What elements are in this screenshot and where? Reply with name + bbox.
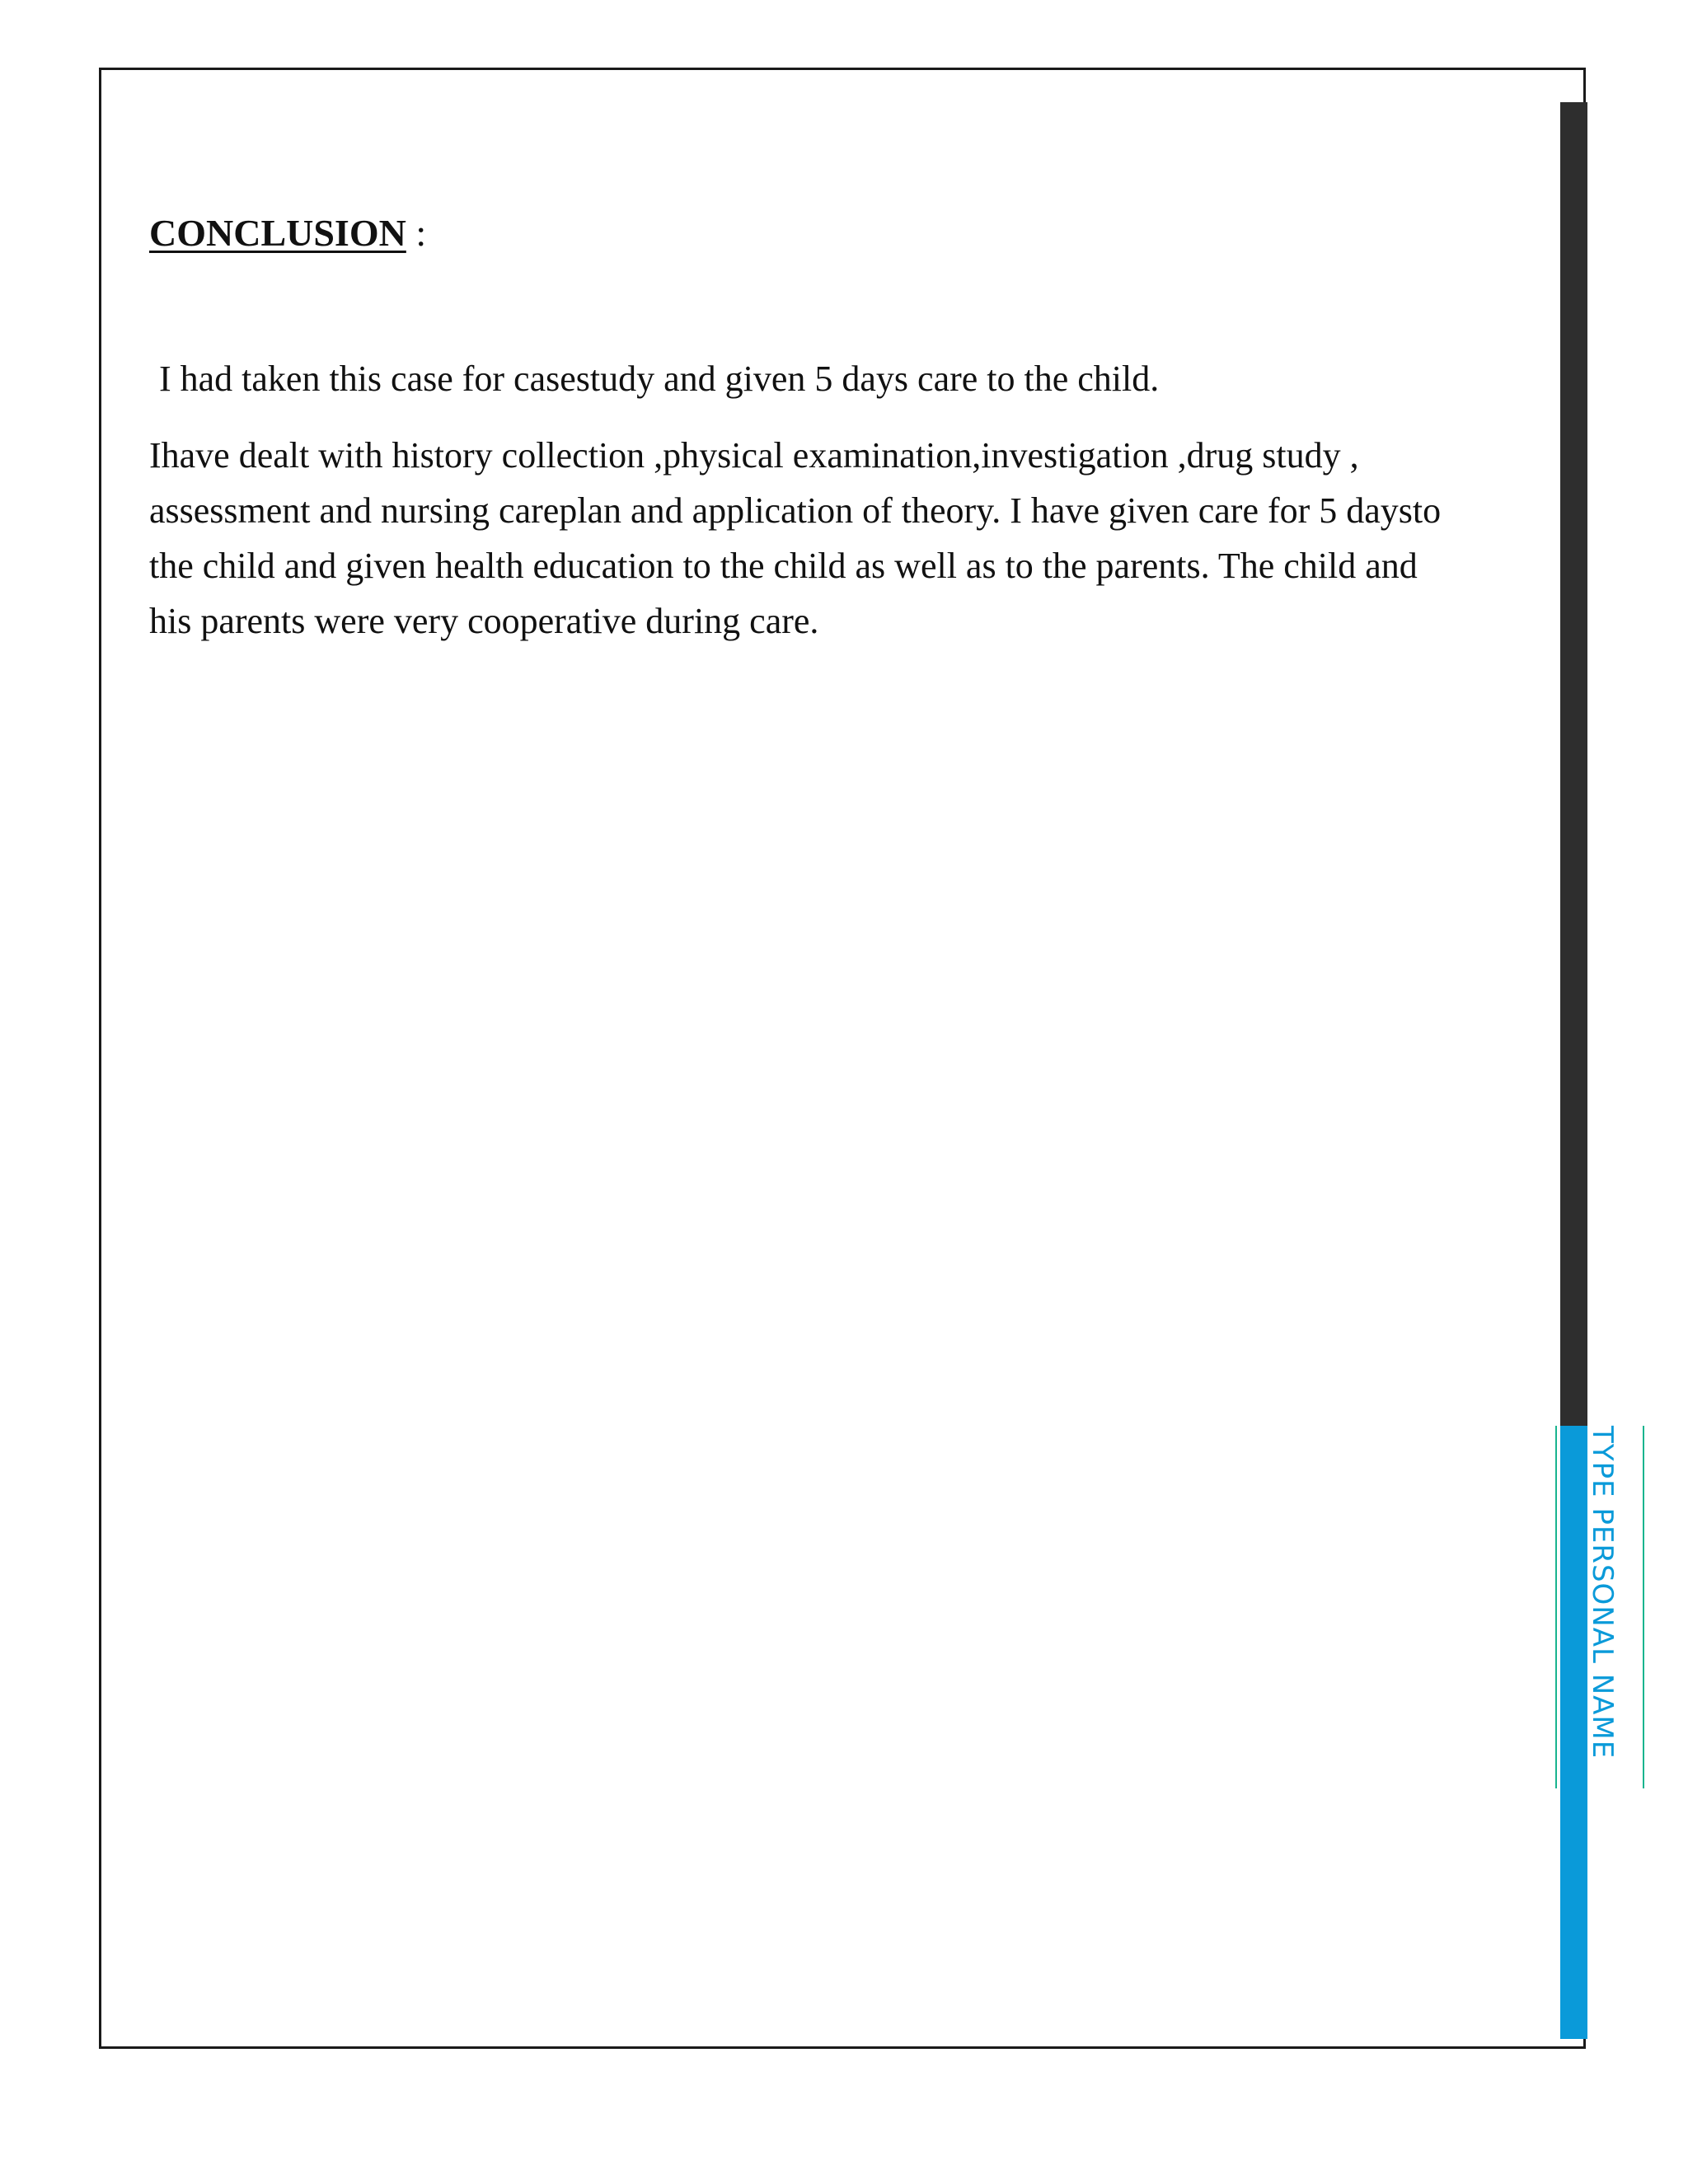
name-rule-left [1555,1426,1557,1788]
sidebar-dark-bar [1560,102,1587,1426]
heading-text: CONCLUSION [149,212,406,254]
section-heading [149,210,1550,255]
document-body [149,210,1550,649]
personal-name-field[interactable]: TYPE PERSONAL NAME [1586,1426,1619,1760]
paragraph-details: Ihave dealt with history collection ,physical examination,investigation ,drug study , assessment and nursing careplan and application of theory. I have given care for 5 daysto the child and given health education to the child as well as to the parents. The child and his parents were very cooperative during care. [149,435,1442,642]
name-rule-right [1643,1426,1644,1788]
heading-colon: : [406,212,427,254]
paragraph-intro: I had taken this case for casestudy and given 5 days care to the child. [159,359,1160,400]
